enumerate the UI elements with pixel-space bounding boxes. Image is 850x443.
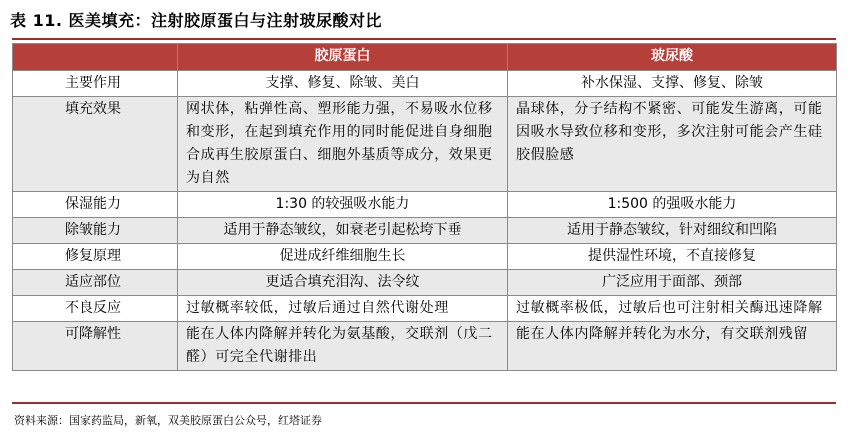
hyaluronic-cell: 提供湿性环境，不直接修复 (508, 244, 837, 270)
collagen-cell: 更适合填充泪沟、法令纹 (178, 270, 508, 296)
collagen-cell: 适用于静态皱纹，如衰老引起松垮下垂 (178, 218, 508, 244)
collagen-cell: 促进成纤维细胞生长 (178, 244, 508, 270)
hyaluronic-cell: 晶球体，分子结构不紧密、可能发生游离，可能因吸水导致位移和变形，多次注射可能会产生硅胶假脸感 (508, 97, 837, 192)
row-label: 保湿能力 (13, 192, 178, 218)
table-row (13, 322, 837, 371)
row-label: 除皱能力 (13, 218, 178, 244)
footer-divider (12, 402, 836, 404)
title-divider (12, 38, 836, 40)
collagen-cell: 1:30 的较强吸水能力 (178, 192, 508, 218)
table-row (13, 296, 837, 322)
table-header-row (13, 44, 837, 71)
header-empty (13, 44, 178, 71)
table-row (13, 97, 837, 192)
collagen-cell: 过敏概率较低，过敏后通过自然代谢处理 (178, 296, 508, 322)
row-label: 修复原理 (13, 244, 178, 270)
row-label: 填充效果 (13, 97, 178, 192)
hyaluronic-cell: 能在人体内降解并转化为水分，有交联剂残留 (508, 322, 837, 371)
row-label: 可降解性 (13, 322, 178, 371)
header-hyaluronic: 玻尿酸 (508, 44, 837, 71)
collagen-cell: 支撑、修复、除皱、美白 (178, 71, 508, 97)
row-label: 不良反应 (13, 296, 178, 322)
table-row (13, 192, 837, 218)
collagen-cell: 能在人体内降解并转化为氨基酸，交联剂（戊二醛）可完全代谢排出 (178, 322, 508, 371)
hyaluronic-cell: 1:500 的强吸水能力 (508, 192, 837, 218)
table-row (13, 71, 837, 97)
hyaluronic-cell: 过敏概率极低，过敏后也可注射相关酶迅速降解 (508, 296, 837, 322)
collagen-cell: 网状体，粘弹性高、塑形能力强，不易吸水位移和变形，在起到填充作用的同时能促进自身细胞合成再生胶原蛋白、细胞外基质等成分，效果更为自然 (178, 97, 508, 192)
table-row (13, 244, 837, 270)
source-note: 资料来源：国家药监局，新氧，双美胶原蛋白公众号，红塔证券 (14, 414, 322, 427)
table-row (13, 218, 837, 244)
hyaluronic-cell: 广泛应用于面部、颈部 (508, 270, 837, 296)
comparison-table (12, 43, 837, 371)
hyaluronic-cell: 适用于静态皱纹，针对细纹和凹陷 (508, 218, 837, 244)
row-label: 适应部位 (13, 270, 178, 296)
header-collagen: 胶原蛋白 (178, 44, 508, 71)
hyaluronic-cell: 补水保湿、支撑、修复、除皱 (508, 71, 837, 97)
table-title: 表 11. 医美填充：注射胶原蛋白与注射玻尿酸对比 (10, 11, 382, 30)
table-row (13, 270, 837, 296)
row-label: 主要作用 (13, 71, 178, 97)
